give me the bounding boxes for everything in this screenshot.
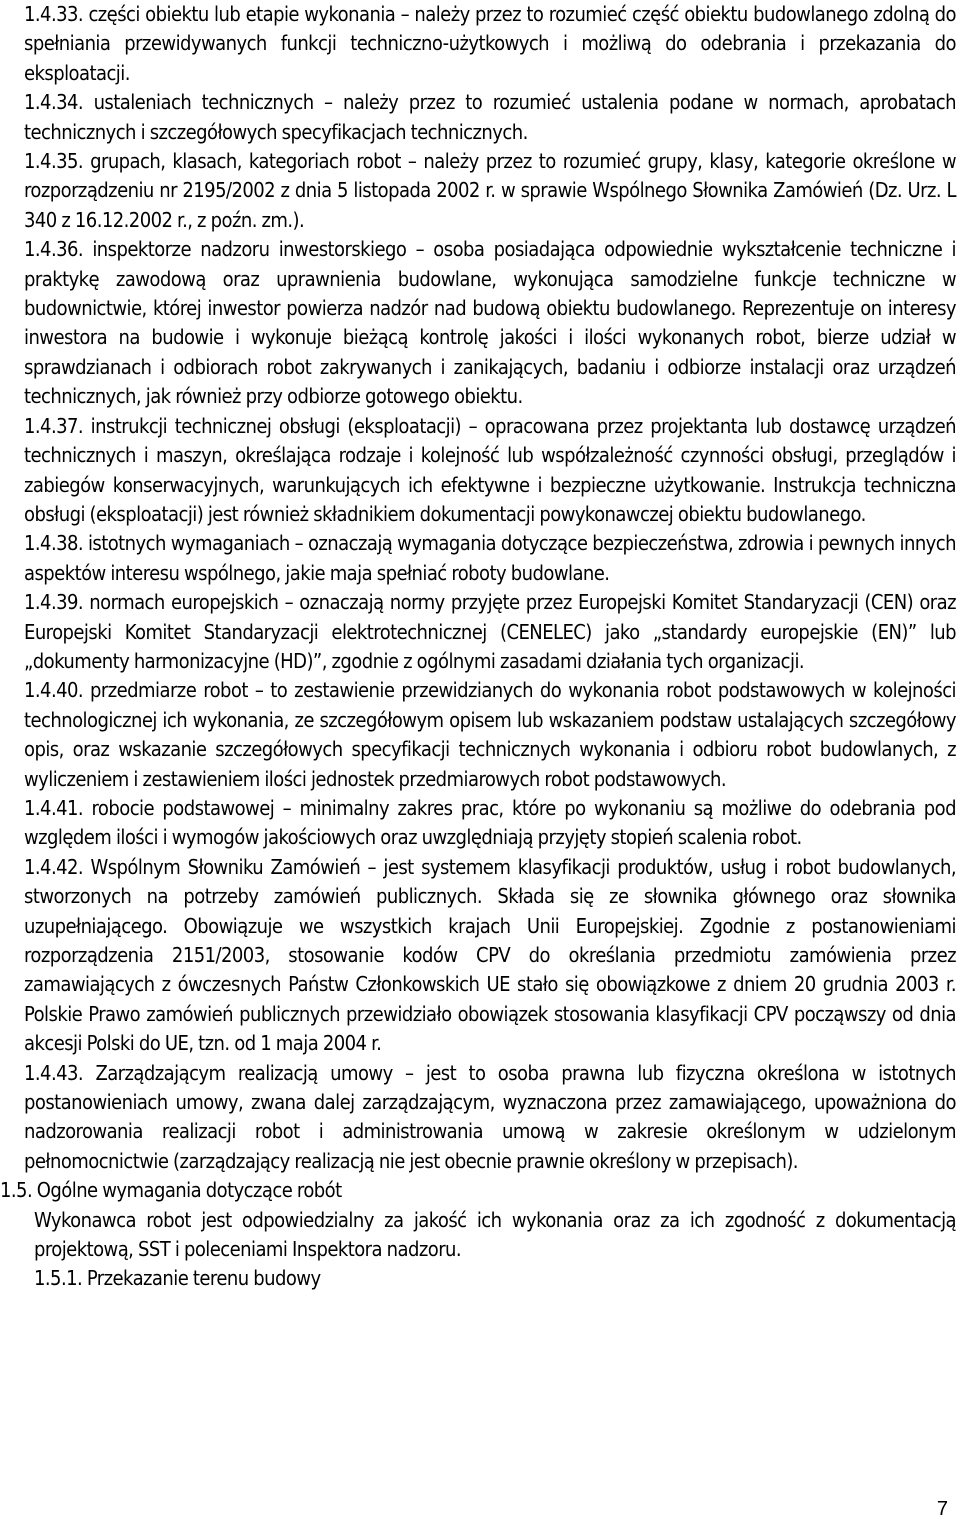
definition-text: instrukcji technicznej obsługi (eksploatacji) – opracowana przez projektanta lub dostawcę urządzeń technicznych i maszyn, określająca rodzaje i kolejność lub współzależność czynności obsługi, przeglądów i zabiegów konserwacyjnych, warunkujących ich efektywne i bezpieczne użytkowanie. Instrukcja techniczna obsługi (eksploatacji) jest również składnikiem dokumentacji powykonawczej obiektu budowlanego. bbox=[24, 413, 956, 526]
section-body: Wykonawca robot jest odpowiedzialny za jakość ich wykonania oraz za ich zgodność z dokumentacją projektową, SST i poleceniami Inspektora nadzoru. bbox=[34, 1207, 956, 1262]
definitions-list bbox=[24, 0, 956, 1176]
definition-number: 1.4.37. bbox=[24, 413, 84, 438]
definition-text: normach europejskich – oznaczają normy przyjęte przez Europejski Komitet Standaryzacji (CEN) oraz Europejski Komitet Standaryzacji elektrotechnicznej (CENELEC) jako „standardy europejskie (EN)” lub „dokumenty harmonizacyjne (HD)”, zgodnie z ogólnymi zasadami działania tych organizacji. bbox=[24, 590, 956, 673]
definition-text: ustaleniach technicznych – należy przez to rozumieć ustalenia podane w normach, aprobatach technicznych i szczegółowych specyfikacjach technicznych. bbox=[24, 90, 956, 144]
definition-text: przedmiarze robot – to zestawienie przewidzianych do wykonania robot podstawowych w kolejności technologicznej ich wykonania, ze szczegółowym opisem lub wskazaniem podstaw ustalających szczegółowy opis, oraz wskazanie szczegółowych specyfikacji technicznych wykonania i odbioru robot budowlanych, z wyliczeniem i zestawieniem ilości jednostek przedmiarowych robot podstawowych. bbox=[24, 678, 956, 791]
definition-number: 1.4.40. bbox=[24, 678, 84, 703]
definition-item bbox=[24, 588, 956, 676]
definition-text: robocie podstawowej – minimalny zakres prac, które po wykonaniu są możliwe do odebrania pod względem ilości i wymogów jakościowych oraz uwzględniają przyjęty stopień scalenia robot. bbox=[24, 795, 956, 850]
definition-item bbox=[24, 853, 956, 1059]
definition-number: 1.4.43. bbox=[24, 1060, 84, 1085]
definition-item bbox=[24, 794, 956, 853]
definition-number: 1.4.35. bbox=[24, 149, 84, 174]
definition-item bbox=[24, 529, 956, 588]
definition-text: Zarządzającym realizacją umowy – jest to osoba prawna lub fizyczna określona w istotnych postanowieniach umowy, zwana dalej zarządzającym, wyznaczona przez zamawiającego, upoważniona do nadzorowania realizacji robot i administrowania umową w zakresie określonym w udzielonym pełnomocnictwie (zarządzający realizacją nie jest obecnie prawnie określony w przepisach). bbox=[24, 1060, 956, 1173]
definition-item bbox=[24, 88, 956, 147]
definition-item bbox=[24, 0, 956, 88]
page-number: 7 bbox=[936, 1498, 948, 1520]
definition-item bbox=[24, 1059, 956, 1177]
definition-text: grupach, klasach, kategoriach robot – należy przez to rozumieć grupy, klasy, kategorie określone w rozporządzeniu nr 2195/2002 z dnia 5 listopada 2002 r. w sprawie Wspólnego Słownika Zamówień (Dz. Urz. L 340 z 16.12.2002 r., z poźn. zm.). bbox=[24, 149, 956, 232]
definition-number: 1.4.42. bbox=[24, 854, 84, 879]
definition-text: inspektorze nadzoru inwestorskiego – osoba posiadająca odpowiednie wykształcenie techniczne i praktykę zawodową oraz uprawnienia budowlane, wykonująca samodzielne funkcje techniczne w budownictwie, której inwestor powierza nadzór nad budową obiektu budowlanego. Reprezentuje on interesy inwestora na budowie i wykonuje bieżącą kontrolę jakości i ilości wykonanych robot, bierze udział w sprawdzianach i odbiorach robot zakrywanych i zanikających, badaniu i odbiorze instalacji oraz urządzeń technicznych, jak również przy odbiorze gotowego obiektu. bbox=[24, 237, 957, 409]
section-heading bbox=[0, 1176, 956, 1205]
definition-text: istotnych wymaganiach – oznaczają wymagania dotyczące bezpieczeństwa, zdrowia i pewnych innych aspektów interesu wspólnego, jakie maja spełniać roboty budowlane. bbox=[24, 531, 956, 585]
definition-item bbox=[24, 147, 956, 235]
definition-number: 1.4.38. bbox=[24, 531, 84, 556]
definition-text: Wspólnym Słowniku Zamówień – jest systemem klasyfikacji produktów, usług i robot budowlanych, stworzonych na potrzeby zamówień publicznych. Składa się ze słownika głównego oraz słownika uzupełniającego. Obowiązuje we wszystkich krajach Unii Europejskiej. Zgodnie z postanowieniami rozporządzenia 2151/2003, stosowanie kodów CPV do określania przedmiotu zamówienia przez zamawiających z ówczesnych Państw Członkowskich UE stało się obowiązkowe z dniem 20 grudnia 2003 r. Polskie Prawo zamówień publicznych przewidziało obowiązek stosowania klasyfikacji CPV począwszy od dnia akcesji Polski do UE, tzn. od 1 maja 2004 r. bbox=[24, 854, 956, 1056]
definition-number: 1.4.34. bbox=[24, 90, 84, 115]
definition-number: 1.4.36. bbox=[24, 237, 84, 262]
definition-item bbox=[24, 676, 956, 794]
definition-text: części obiektu lub etapie wykonania – należy przez to rozumieć część obiektu budowlanego zdolną do spełniania przewidywanych funkcji techniczno-użytkowych i możliwą do odebrania i przekazania do eksploatacji. bbox=[24, 2, 956, 85]
definition-item bbox=[24, 412, 956, 530]
section-title: Ogólne wymagania dotyczące robót bbox=[36, 1178, 342, 1203]
section-number: 1.5. bbox=[0, 1178, 33, 1203]
definition-item bbox=[24, 235, 956, 411]
subsection-heading: 1.5.1. Przekazanie terenu budowy bbox=[34, 1266, 321, 1291]
definition-number: 1.4.39. bbox=[24, 590, 84, 615]
definition-number: 1.4.33. bbox=[24, 2, 84, 26]
definition-number: 1.4.41. bbox=[24, 795, 84, 820]
